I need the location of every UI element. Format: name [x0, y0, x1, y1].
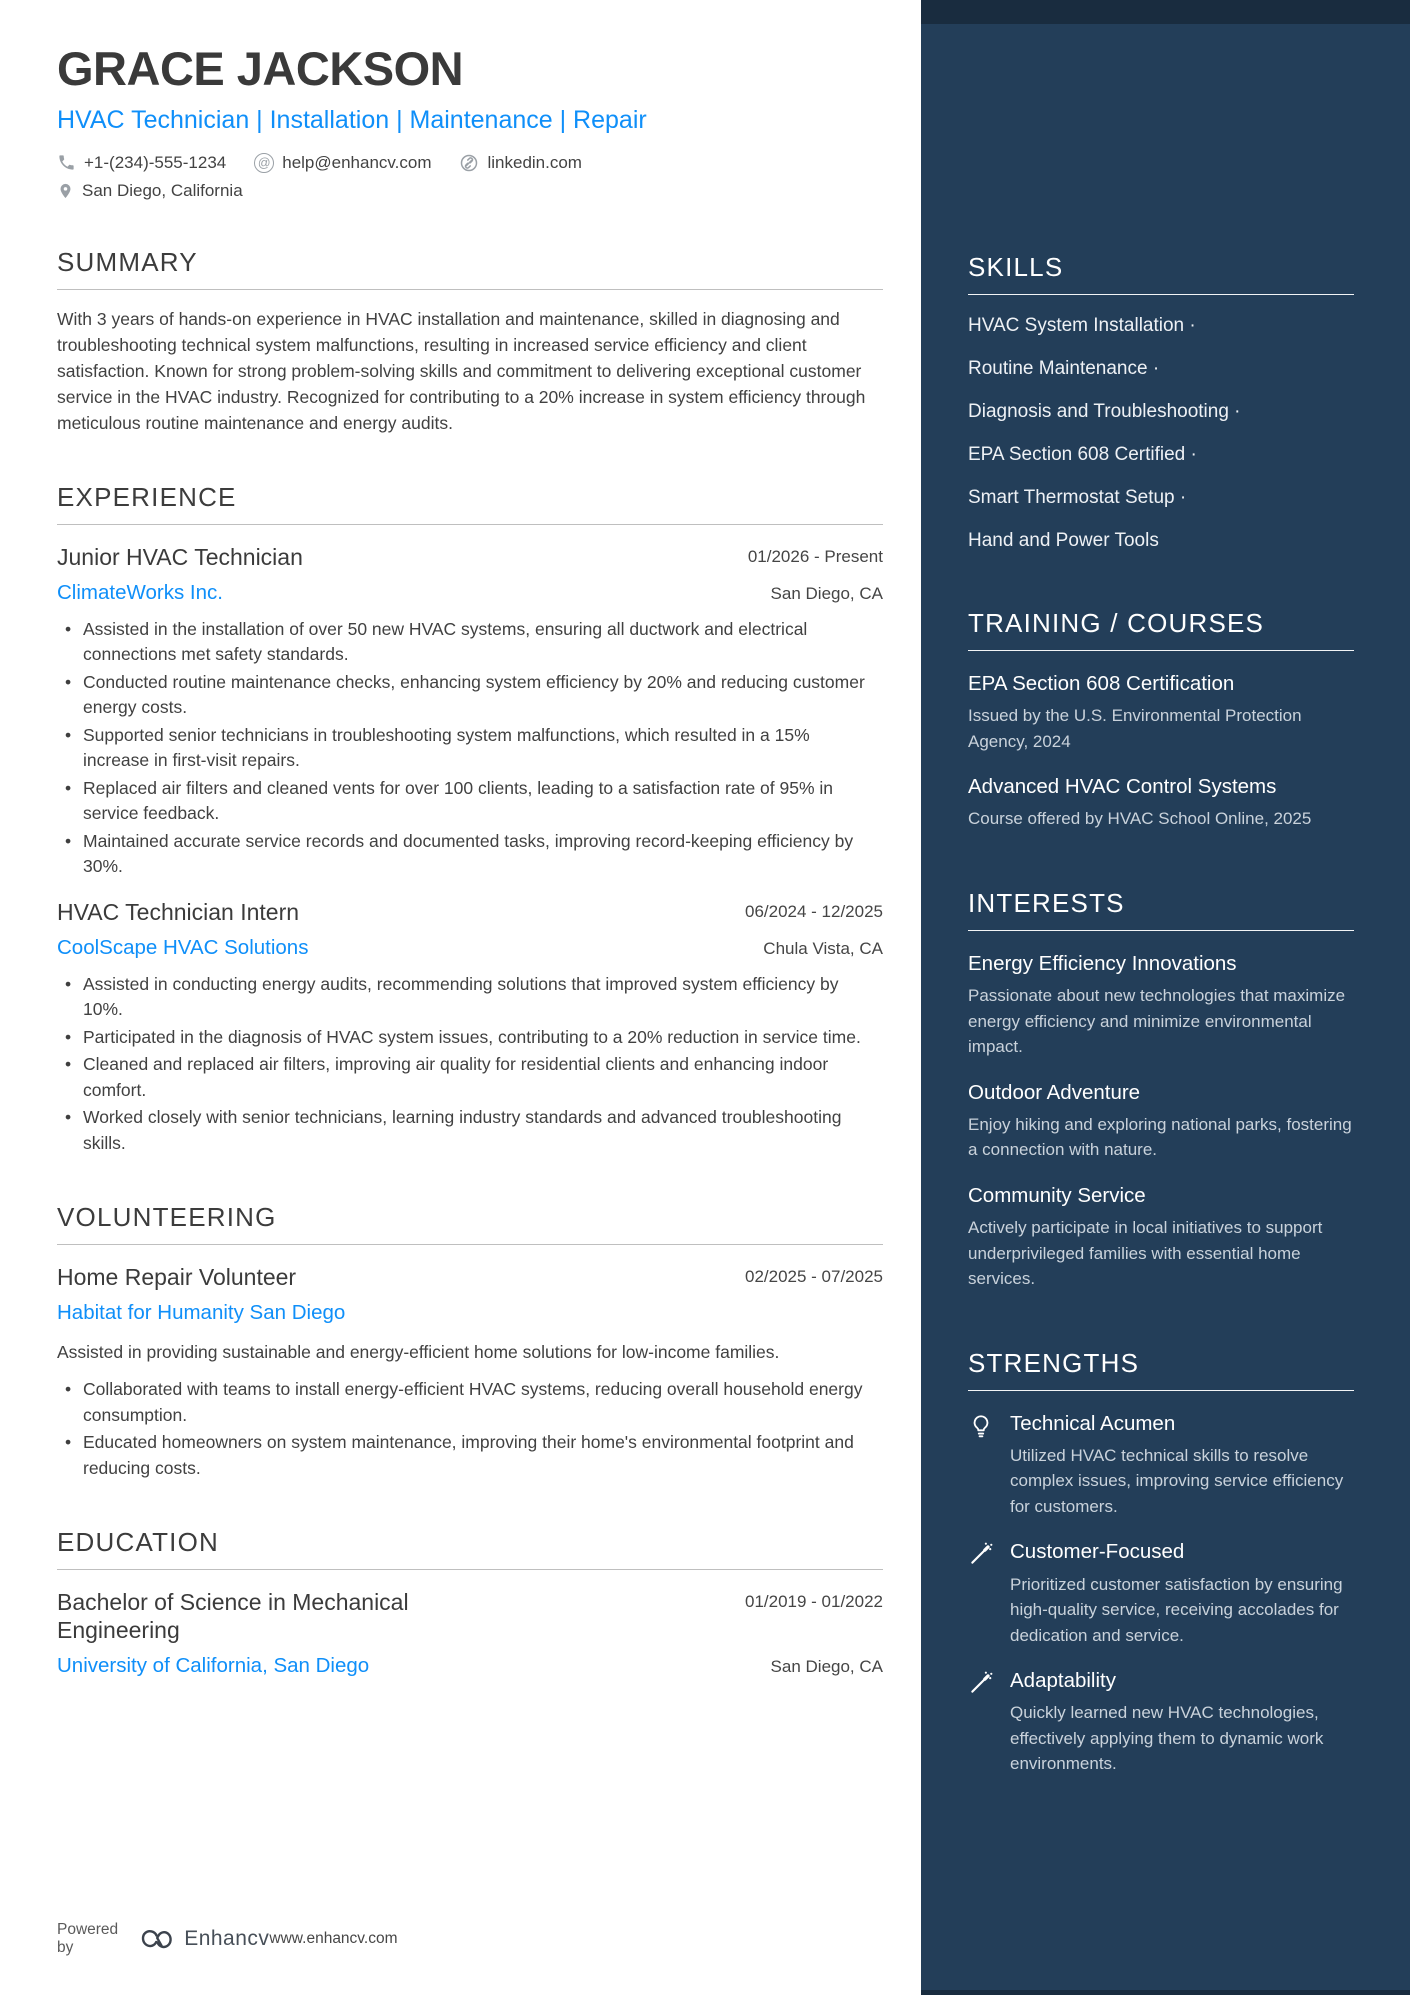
interest-title: Community Service: [968, 1183, 1146, 1207]
interest-description: Enjoy hiking and exploring national parks, fostering a connection with nature.: [968, 1114, 1352, 1160]
skill-item: Smart Thermostat Setup ·: [968, 487, 1354, 509]
volunteer-description: Assisted in providing sustainable and energy-efficient home solutions for low-income families.: [57, 1342, 780, 1363]
experience-entry: [57, 543, 883, 880]
school-location: San Diego, CA: [770, 1657, 883, 1677]
person-title: HVAC Technician | Installation | Maintenance | Repair: [57, 105, 647, 134]
job-bullet: • Participated in the diagnosis of HVAC system issues, contributing to a 20% reduction in service time.: [57, 1025, 867, 1051]
experience-section: [57, 482, 883, 1157]
job-title: Junior HVAC Technician: [57, 543, 303, 570]
volunteer-bullet-list: [57, 1377, 883, 1481]
experience-entry: [57, 898, 883, 1157]
job-company: ClimateWorks Inc.: [57, 580, 223, 604]
interest-title: Outdoor Adventure: [968, 1080, 1141, 1104]
job-bullet: • Supported senior technicians in troubleshooting system malfunctions, which resulted in a 15% increase in first-visit repairs.: [57, 723, 867, 774]
sidebar-divider: [968, 294, 1354, 295]
education-entry: [57, 1588, 883, 1678]
volunteer-organization: Habitat for Humanity San Diego: [57, 1301, 346, 1325]
school-name: University of California, San Diego: [57, 1654, 370, 1678]
job-location: San Diego, CA: [770, 583, 883, 603]
magic-wand-icon: [968, 1668, 1010, 1777]
email-link[interactable]: help@enhancv.com: [282, 152, 432, 172]
email-contact[interactable]: [254, 153, 431, 173]
powered-by-label: Powered by: [57, 1921, 119, 1956]
section-divider: [57, 1569, 883, 1570]
volunteer-bullet: • Collaborated with teams to install energy-efficient HVAC systems, reducing overall household energy consumption.: [57, 1377, 867, 1428]
strength-title: Adaptability: [1010, 1669, 1116, 1693]
section-divider: [57, 524, 883, 525]
education-section: [57, 1527, 883, 1678]
education-dates: 01/2019 - 01/2022: [744, 1592, 883, 1612]
email-icon: @: [254, 153, 274, 173]
strengths-heading: STRENGTHS: [968, 1347, 1140, 1378]
strength-description: Utilized HVAC technical skills to resolve complex issues, improving service efficiency for customers.: [1010, 1445, 1344, 1516]
training-title: EPA Section 608 Certification: [968, 672, 1235, 695]
skill-list: [968, 315, 1354, 552]
person-name: GRACE JACKSON: [57, 42, 464, 95]
website-contact[interactable]: [459, 153, 582, 173]
sidebar-divider: [968, 650, 1354, 651]
strengths-section: [968, 1348, 1354, 1777]
job-dates: 01/2026 - Present: [747, 546, 883, 566]
skill-item: Diagnosis and Troubleshooting ·: [968, 401, 1354, 423]
training-item: [968, 671, 1354, 754]
job-bullet: • Replaced air filters and cleaned vents for over 100 clients, leading to a satisfaction rate of 95% in service feedback.: [57, 776, 867, 827]
training-title: Advanced HVAC Control Systems: [968, 775, 1277, 799]
summary-section: [57, 247, 883, 436]
strength-description: Quickly learned new HVAC technologies, effectively applying them to dynamic work environments.: [1010, 1703, 1324, 1774]
interests-section: [968, 888, 1354, 1292]
training-description: Course offered by HVAC School Online, 2025: [968, 809, 1312, 829]
skill-item: HVAC System Installation ·: [968, 315, 1354, 337]
sidebar-divider: [968, 930, 1354, 931]
strength-item: [968, 1539, 1354, 1648]
volunteering-entry: [57, 1263, 883, 1481]
strength-item: [968, 1411, 1354, 1520]
enhancv-brand[interactable]: [138, 1926, 269, 1953]
lightbulb-icon: [968, 1411, 1010, 1520]
interest-description: Passionate about new technologies that maximize energy efficiency and minimize environmental impact.: [968, 986, 1346, 1057]
volunteer-title: Home Repair Volunteer: [57, 1264, 297, 1291]
summary-text: With 3 years of hands-on experience in HVAC installation and maintenance, skilled in diagnosing and troubleshooting technical system malfunctions, resulting in increased service efficiency and client satisfaction. Known for strong problem-solving skills and commitment to delivering exceptional customer service in the HVAC industry. Recognized for contributing to a 20% increase in system efficiency through meticulous routine maintenance and energy audits.: [57, 308, 866, 433]
job-dates: 06/2024 - 12/2025: [744, 901, 883, 921]
volunteering-heading: VOLUNTEERING: [57, 1202, 277, 1233]
skill-item: Routine Maintenance ·: [968, 358, 1354, 380]
job-bullet-list: [57, 617, 883, 880]
location-row: [57, 181, 883, 201]
contact-row: [57, 153, 883, 173]
skill-item: EPA Section 608 Certified ·: [968, 444, 1354, 466]
volunteer-dates: 02/2025 - 07/2025: [744, 1267, 883, 1287]
phone-contact: [57, 153, 226, 173]
enhancv-brand-name: Enhancv: [184, 1927, 270, 1950]
interest-description: Actively participate in local initiatives to support underprivileged families with essential home services.: [968, 1218, 1323, 1289]
section-divider: [57, 289, 883, 290]
job-title: HVAC Technician Intern: [57, 898, 300, 925]
interest-item: [968, 951, 1354, 1060]
skills-heading: SKILLS: [968, 252, 1064, 282]
interests-heading: INTERESTS: [968, 887, 1125, 918]
sidebar-divider: [968, 1390, 1354, 1391]
training-description: Issued by the U.S. Environmental Protection Agency, 2024: [968, 706, 1302, 751]
job-bullet: • Assisted in the installation of over 50 new HVAC systems, ensuring all ductwork and electrical connections met safety standards.: [57, 617, 867, 668]
training-item: [968, 774, 1354, 832]
strength-title: Technical Acumen: [1010, 1411, 1176, 1435]
training-heading: TRAINING / COURSES: [968, 608, 1265, 638]
enhancv-logo-icon: [138, 1926, 176, 1953]
training-section: [968, 608, 1354, 832]
interest-item: [968, 1183, 1354, 1292]
job-location: Chula Vista, CA: [763, 938, 883, 958]
location-pin-icon: [57, 181, 74, 201]
phone-number: +1-(234)-555-1234: [84, 152, 227, 172]
skill-item: Hand and Power Tools: [968, 530, 1159, 551]
job-bullet: • Worked closely with senior technicians, learning industry standards and advanced troubleshooting skills.: [57, 1105, 867, 1156]
job-bullet: • Conducted routine maintenance checks, enhancing system efficiency by 20% and reducing customer energy costs.: [57, 670, 867, 721]
page-footer: [57, 1921, 398, 1957]
location-contact: [57, 181, 243, 201]
phone-icon: [57, 153, 76, 172]
sidebar: [921, 0, 1410, 1995]
job-bullet-list: [57, 972, 883, 1157]
education-heading: EDUCATION: [57, 1527, 219, 1558]
location-text: San Diego, California: [82, 180, 243, 200]
link-icon: [459, 153, 479, 173]
website-link[interactable]: linkedin.com: [487, 152, 582, 172]
degree-title: Bachelor of Science in Mechanical Engineering: [57, 1589, 409, 1644]
job-bullet: • Assisted in conducting energy audits, recommending solutions that improved system efficiency by 10%.: [57, 972, 867, 1023]
job-company: CoolScape HVAC Solutions: [57, 935, 309, 959]
strength-description: Prioritized customer satisfaction by ensuring high-quality service, receiving accolades for dedication and service.: [1010, 1574, 1343, 1645]
skills-section: [968, 252, 1354, 552]
strength-title: Customer-Focused: [1010, 1540, 1185, 1564]
footer-website-link[interactable]: www.enhancv.com: [269, 1930, 398, 1947]
section-divider: [57, 1244, 883, 1245]
interest-item: [968, 1080, 1354, 1163]
resume-header: [57, 44, 883, 201]
experience-heading: EXPERIENCE: [57, 481, 237, 512]
strength-item: [968, 1668, 1354, 1777]
job-bullet: • Maintained accurate service records and documented tasks, improving record-keeping efficiency by 30%.: [57, 829, 867, 880]
magic-wand-icon: [968, 1539, 1010, 1648]
volunteering-section: [57, 1202, 883, 1481]
volunteer-bullet: • Educated homeowners on system maintenance, improving their home's environmental footprint and reducing costs.: [57, 1430, 867, 1481]
job-bullet: • Cleaned and replaced air filters, improving air quality for residential clients and enhancing indoor comfort.: [57, 1052, 867, 1103]
interest-title: Energy Efficiency Innovations: [968, 951, 1237, 975]
summary-heading: SUMMARY: [57, 246, 198, 277]
